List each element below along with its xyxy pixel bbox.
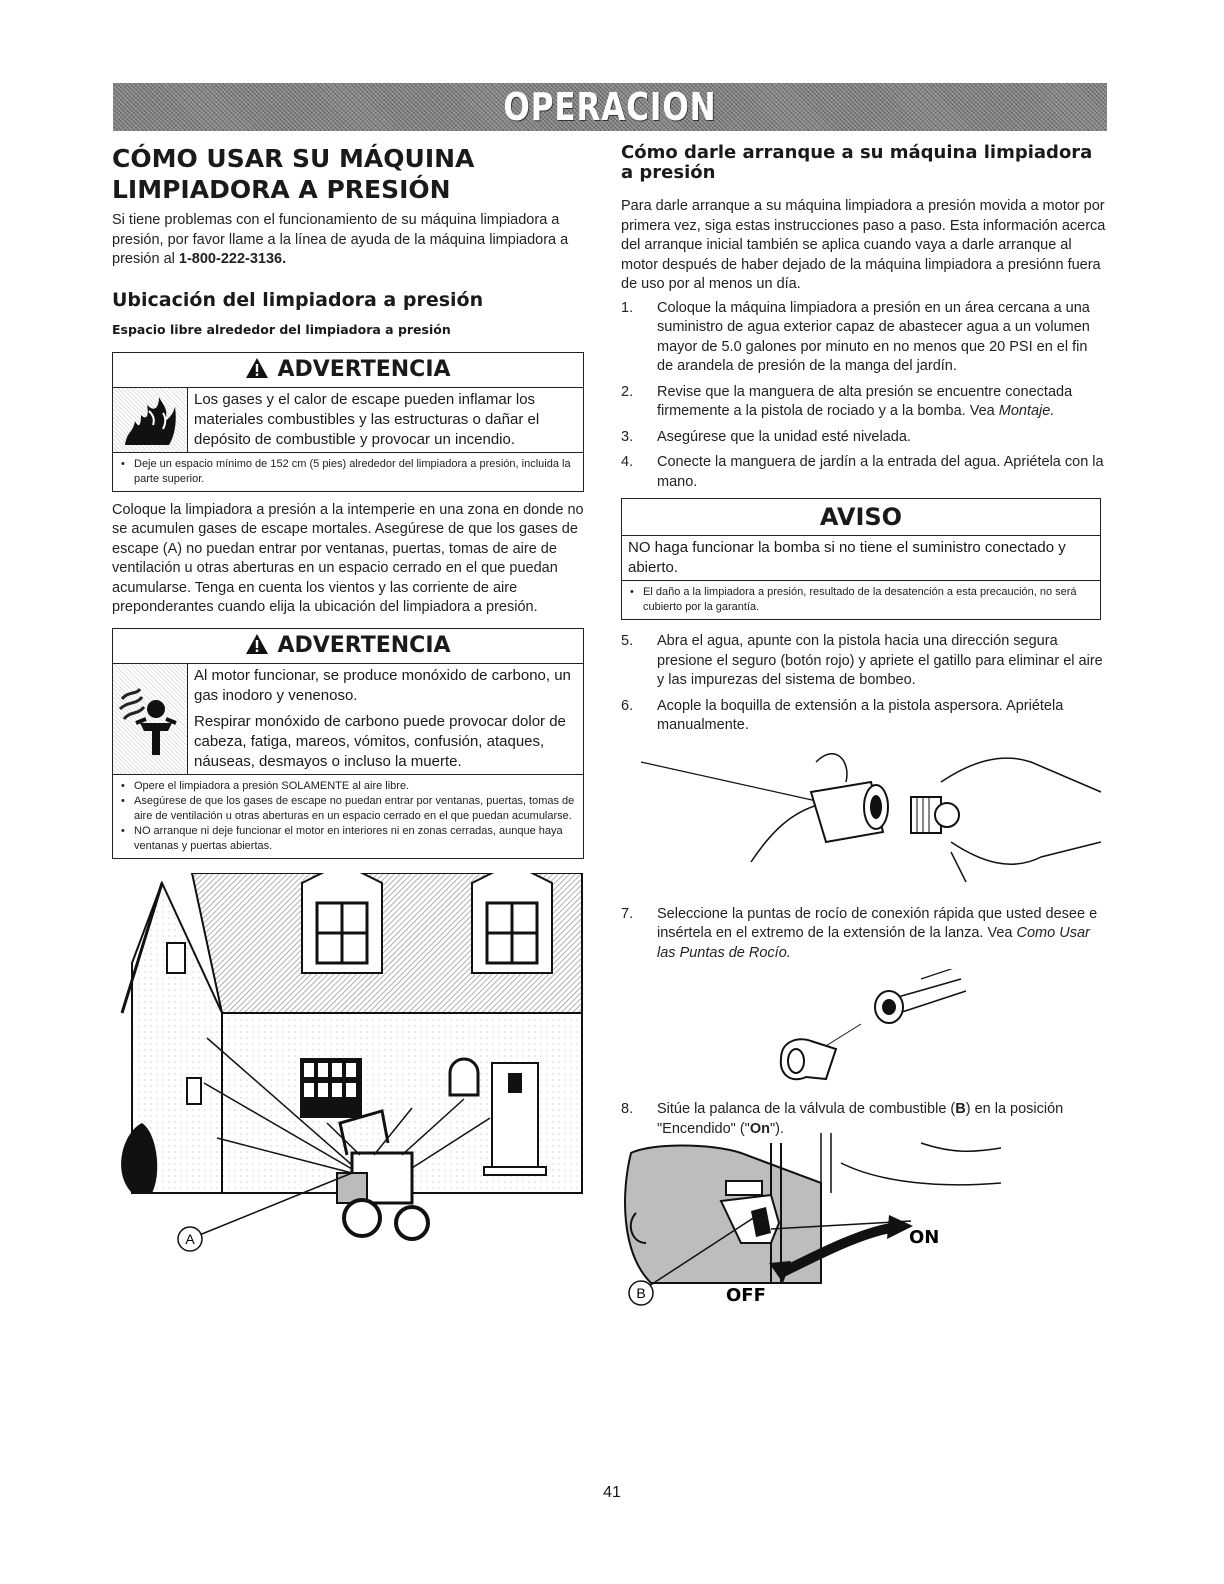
intro-text: Si tiene problemas con el funcionamiento de su máquina limpiadora a presión, por favor llame a la línea de ayuda de la máquina limpiadora a presión al: [112, 212, 569, 267]
step-number: 7.: [621, 905, 634, 922]
placement-paragraph: Coloque la limpiadora a presión a la intemperie en una zona en donde no se acumulen gases de escape mortales. Asegúrese de que los gases de escape (A) no puedan entrar por ventanas, puertas, tomas de aire de ventilación u otras aberturas en un espacio cerrado en el que puedan acumularse. Tenga en cuenta los vientos y las corriente de aire preponderantes cuando elija la ubicación del limpiadora a presión.: [112, 501, 584, 615]
warning-bullets: [113, 453, 583, 491]
warning-box-fire: [112, 352, 584, 492]
step-bold: B: [955, 1101, 966, 1117]
step-text: Conecte la manguera de jardín a la entrada del agua. Apriételа con la mano.: [657, 454, 1104, 490]
step-text: Sitúe la palanca de la válvula de combustible (: [657, 1101, 956, 1117]
step-item: [621, 905, 1107, 964]
warning-bullet: • Deje un espacio mínimo de 152 cm (5 pies) alrededor del limpiadora a presión, incluida la parte superior.: [121, 457, 577, 487]
notice-bullet: • El daño a la limpiadora a presión, resultado de la desatención a esta precaución, no será cubierto por la garantía.: [630, 585, 1094, 615]
steps-list-a: [621, 299, 1107, 493]
warning-bullet: • Asegúrese de que los gases de escape no puedan entrar por ventanas, puertas, tomas de aire de ventilación u otras aberturas en un espacio cerrado en el que puedan acumularse.: [121, 794, 577, 824]
notice-bullets: [622, 581, 1100, 619]
step-item: [621, 383, 1107, 422]
warning-bullet: • NO arranque ni deje funcionar el motor en interiores ni en zonas cerradas, aunque haya ventanas y puertas abiertas.: [121, 824, 577, 854]
step-text: ) en la posición "Encendido" (": [657, 1101, 1064, 1137]
start-intro-paragraph: Para darle arranque a su máquina limpiadora a presión movida a motor por primera vez, siga estas instrucciones paso a paso. Esta información acerca del arranque inicial también se aplica cuando vaya a darle arranque al motor después de haber dejado de la máquina limpiadora a presiónn fuera de uso por al menos un día.: [621, 198, 1106, 292]
notice-header: AVISO: [622, 499, 1100, 536]
step-item: [621, 632, 1107, 691]
callout-b-label: B: [636, 1285, 646, 1301]
warning-text: [188, 664, 583, 774]
step-number: 6.: [621, 697, 634, 714]
warning-bullets: [113, 775, 583, 858]
warning-header-label: ADVERTENCIA: [277, 356, 451, 382]
warning-text-line: Los gases y el calor de escape pueden inflamar los materiales combustibles y las estructuras o dañar el depósito de combustible y provocar un incendio.: [194, 390, 540, 448]
location-heading: Ubicación del limpiadora a presión: [112, 288, 484, 311]
warning-box-carbon-monoxide: [112, 628, 584, 859]
notice-box: [621, 498, 1101, 620]
fire-icon: [113, 388, 188, 452]
warning-body: [113, 387, 583, 453]
page-title: CÓMO USAR SU MÁQUINA LIMPIADORA A PRESIÓN: [112, 144, 475, 204]
warning-text: [188, 388, 583, 452]
spray-tip-illustration: [621, 969, 1107, 1089]
left-column: [112, 143, 594, 1253]
clearance-heading: Espacio libre alrededor del limpiadora a presión: [112, 321, 451, 337]
step-item: [621, 299, 1107, 377]
valve-on-label: ON: [909, 1227, 940, 1248]
dormer-window: [472, 873, 552, 973]
warning-body: [113, 663, 583, 775]
warning-header-label: ADVERTENCIA: [277, 632, 451, 658]
step-text: Acople la boquilla de extensión a la pistola aspersora. Apriétela manualmente.: [657, 697, 1064, 733]
step-text: Abra el agua, apunte con la pistola hacia una dirección segura presione el seguro (botón rojo) y apriete el gatillo para eliminar el aire y las impurezas del sistema de bombeo.: [657, 633, 1103, 688]
start-heading: Cómo darle arranque a su máquina limpiadora a presión: [621, 142, 1093, 183]
valve-off-label: OFF: [726, 1285, 766, 1306]
steps-list-d: [621, 1100, 1107, 1139]
step-number: 3.: [621, 428, 634, 445]
page-number: 41: [603, 1484, 621, 1501]
nozzle-attach-illustration: [621, 742, 1107, 892]
step-text: Asegúrese que la unidad esté nivelada.: [657, 428, 911, 445]
toxic-gas-icon: [113, 664, 188, 774]
step-number: 2.: [621, 383, 634, 400]
intro-paragraph: [112, 211, 594, 270]
dormer-window: [302, 873, 382, 973]
warning-bullet: • Opere el limpiadora a presión SOLAMENTE al aire libre.: [121, 779, 577, 794]
warning-triangle-icon: [245, 356, 269, 390]
notice-text: NO haga funcionar la bomba si no tiene el suministro conectado y abierto.: [622, 536, 1100, 581]
fuel-valve-illustration: [621, 1133, 1107, 1313]
warning-text-line: Al motor funcionar, se produce monóxido de carbono, un gas inodoro y venenoso.: [194, 666, 571, 704]
section-banner: [113, 83, 1107, 131]
step-reference: Como Usar las Puntas de Rocío.: [657, 925, 1090, 961]
step-number: 1.: [621, 299, 634, 316]
steps-list-c: [621, 905, 1107, 964]
right-column: [621, 143, 1107, 1318]
step-number: 5.: [621, 633, 634, 649]
callout-a-label: A: [185, 1230, 195, 1247]
warning-text-line: Respirar monóxido de carbono puede provocar dolor de cabeza, fatiga, mareos, vómitos, confusión, ataques, náuseas, desmayos o incluso la muerte.: [194, 712, 566, 770]
step-text: Revise que la manguera de alta presión se encuentre conectada firmemente a la pistola de rociado y a la bomba. Vea: [657, 383, 1073, 419]
step-item: [621, 453, 1107, 492]
step-number: 8.: [621, 1101, 634, 1117]
steps-list-b: [621, 632, 1107, 736]
step-text: Seleccione la puntas de rocío de conexión rápida que usted desee e insértela en el extremo de la extensión de la lanza. Vea: [657, 905, 1098, 941]
step-item: [621, 428, 1107, 448]
step-reference: Montaje.: [998, 403, 1055, 419]
warning-header: [113, 629, 583, 663]
banner-title: OPERACION: [503, 85, 717, 129]
step-text: ").: [769, 1120, 784, 1137]
step-item: [621, 1100, 1107, 1139]
step-item: [621, 697, 1107, 736]
step-text: Coloque la máquina limpiadora a presión en un área cercana a una suministro de agua exterior capaz de abastecer agua a un volumen mayor de 5.0 galones por minuto en no menos que 20 PSI en el fin de arandela de presión de la manga del jardín.: [657, 299, 1090, 374]
warning-triangle-icon: [245, 632, 269, 666]
warning-header: [113, 353, 583, 387]
house-exhaust-illustration: [112, 873, 592, 1253]
helpline-phone: 1-800-222-3136.: [178, 251, 287, 267]
step-bold: On: [749, 1120, 770, 1137]
step-number: 4.: [621, 454, 634, 470]
